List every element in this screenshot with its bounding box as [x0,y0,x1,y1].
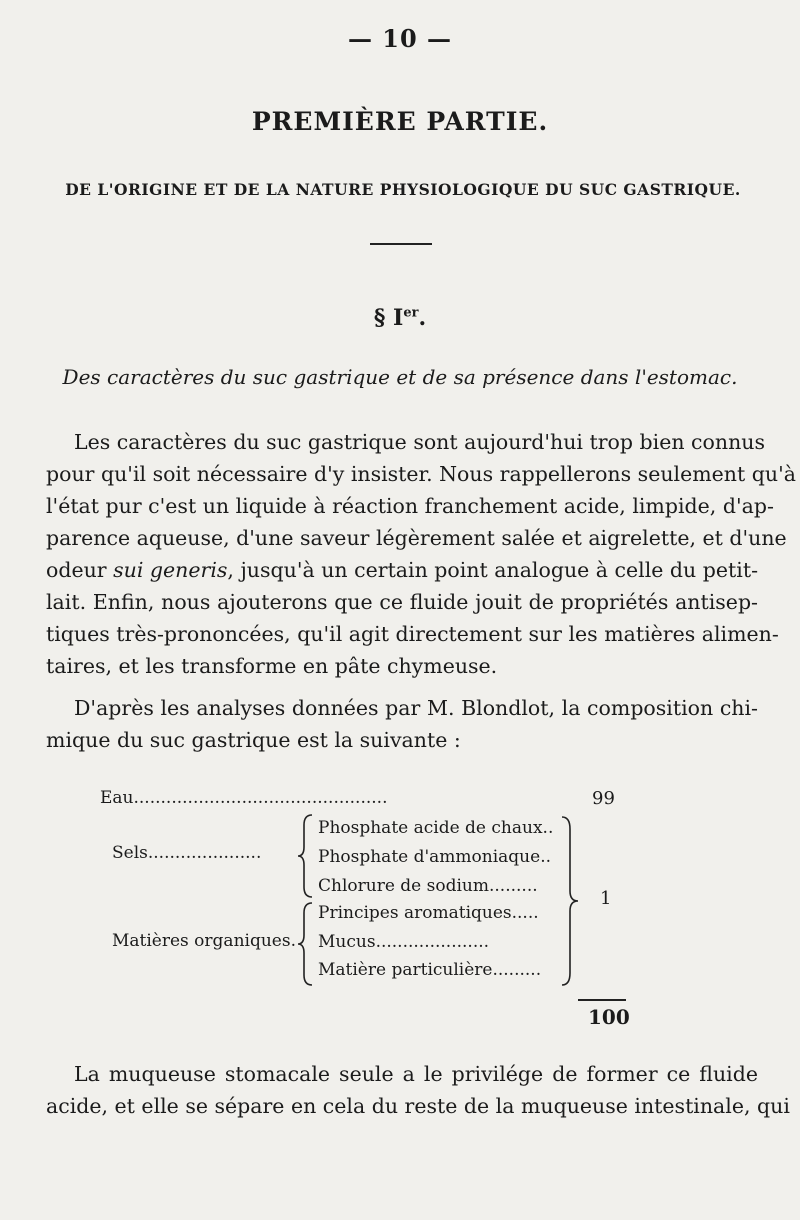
paragraph-mark-text: § I [373,305,404,331]
text-line: D'après les analyses données par M. Blondlot, la composition chi- [74,696,758,720]
text-line: l'état pur c'est un liquide à réaction franchement acide, limpide, d'ap- [46,494,774,518]
paragraph-mark-superscript: er [403,305,419,321]
sels-label: Sels..................... [112,843,262,863]
sels-item: Phosphate d'ammoniaque.. [318,847,551,867]
eau-label: Eau............................................... [100,788,388,808]
organiques-item: Principes aromatiques..... [318,903,539,923]
paragraph-characteristics [46,426,796,682]
text-line: tiques très-prononcées, qu'il agit directement sur les matières alimen- [46,622,779,646]
organiques-brace [296,901,314,987]
page-number: — 10 — [347,24,453,53]
text-line: pour qu'il soit nécessaire d'y insister. Nous rappellerons seulement qu'à [46,462,796,486]
paragraph-mucosa [46,1058,790,1122]
organiques-item: Mucus..................... [318,932,490,952]
part-title: PREMIÈRE PARTIE. [251,107,549,136]
text-line: La muqueuse stomacale seule a le privilége de former ce fluide [74,1062,758,1086]
text-line: mique du suc gastrique est la suivante : [46,728,461,752]
eau-value: 99 [592,788,615,809]
combined-value: 1 [600,888,612,909]
organiques-label: Matières organiques. [112,931,296,951]
text-line: taires, et les transforme en pâte chymeuse. [46,654,498,678]
sels-item: Chlorure de sodium......... [318,876,538,896]
paragraph-analysis [46,692,758,756]
italic-term: sui generis [113,558,228,582]
text-line: Les caractères du suc gastrique sont aujourd'hui trop bien connus [74,430,766,454]
sels-brace [296,813,314,899]
combined-brace [560,815,580,987]
text-line: acide, et elle se sépare en cela du reste de la muqueuse intestinale, qui [46,1094,790,1118]
total-rule [578,999,626,1001]
sels-item: Phosphate acide de chaux.. [318,818,554,838]
text-line: parence aqueuse, d'une saveur légèrement salée et aigrelette, et d'une [46,526,787,550]
section-subtitle: Des caractères du suc gastrique et de sa présence dans l'estomac. [62,365,738,389]
text-line: lait. Enfin, nous ajouterons que ce fluide jouit de propriétés antisep- [46,590,758,614]
title-divider [370,243,432,245]
paragraph-mark: § Ier. [373,305,427,331]
composition-table [0,785,800,1035]
text-line-italic: odeur sui generis, jusqu'à un certain point analogue à celle du petit- [46,558,758,582]
organiques-item: Matière particulière......... [318,960,542,980]
total-value: 100 [588,1005,630,1029]
section-title: DE L'ORIGINE ET DE LA NATURE PHYSIOLOGIQUE DU SUC GASTRIQUE. [65,180,741,199]
